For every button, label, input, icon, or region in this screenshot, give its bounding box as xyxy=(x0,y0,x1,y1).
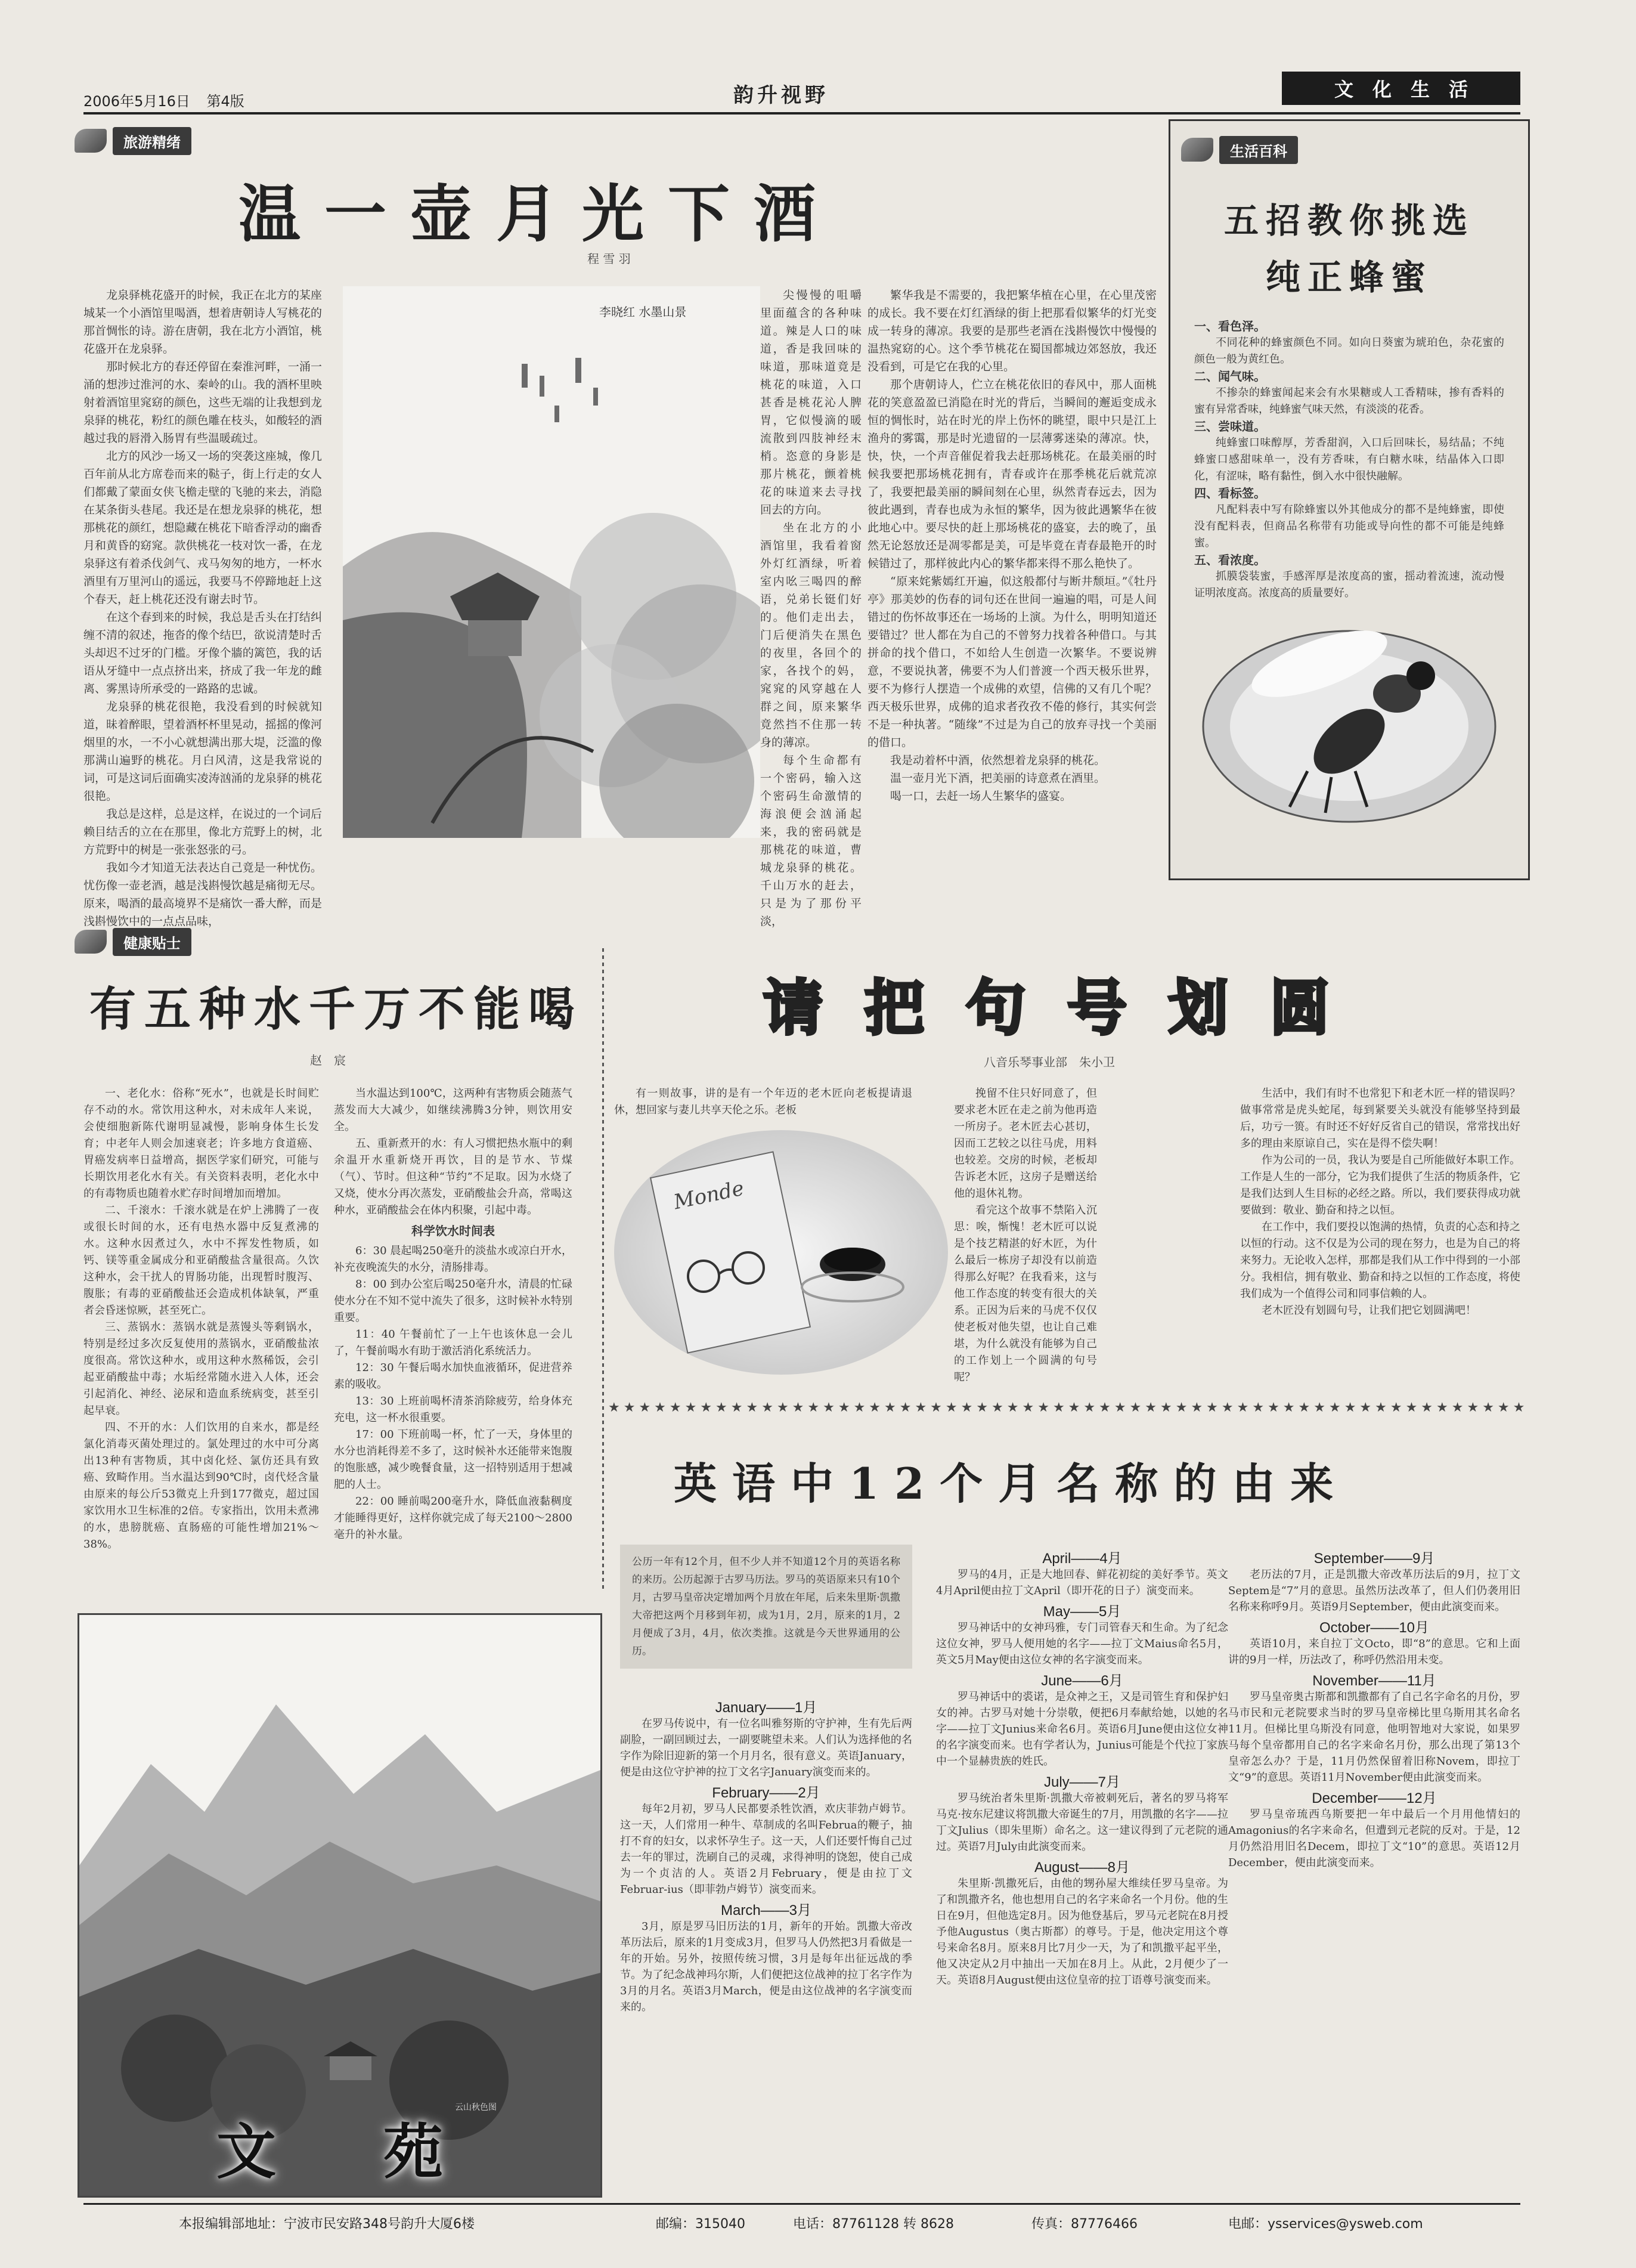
month-text: 罗马神话中的女神玛雅，专门司管春天和生命。为了纪念这位女神，罗马人便用她的名字——拉丁文Maius命名5月，英文5月May便由这位女神的名字演变而来。 xyxy=(936,1622,1228,1666)
month-text: 罗马神话中的裘诺，是众神之王，又是司管生育和保护妇女的神。古罗马对她十分崇敬，便把6月奉献给她，以她的名字——拉丁文Junius来命名6月。英语6月June便由这位女神的名字演变而来。也有学者认为，Junius可能是个代拉丁家族中一个显赫贵族的姓氏。 xyxy=(936,1691,1228,1768)
paragraph: 在这个春到来的时候，我总是舌头在打结纠缠不清的叙述，拖沓的像个结巴，欲说清楚时舌头却迟不过牙的门槛。牙像个牆的篱笆，我的话语从牙缝中一点点挤出来，挤成了我一年龙的雌离、雾黑诗所承受的一路路的忠诚。 xyxy=(83,611,322,695)
schedule-item: 13：30 上班前喝杯清茶消除疲劳，给身体充充电，这一杯水很重要。 xyxy=(334,1395,572,1424)
paragraph: 在工作中，我们要投以饱满的热情，负责的心态和持之以恒的行动。这不仅是为公司的现在努力，也是为自己的将来努力。无论收入怎样，那都是我们从工作中得到的一小部分。我相信，拥有敬业、勤奋和持之以恒的工作态度，将使我们成为一个值得公司和同事信赖的人。 xyxy=(1240,1221,1520,1300)
paragraph: 那个唐朝诗人，伫立在桃花依旧的春风中，那人面桃花的笑意盈盈已消隐在时光的背后，当瞬间的邂逅变成永恒的惆怅时，站在时光的岸上伤怀的眺望，眼中只是江上渔舟的雾霭，那是时光遗留的一层薄雾迷染的薄凉。快，快，快，一个声音催促着我去赶那场桃花。在最美丽的时候我要把那场桃花拥有，青春或许在那季桃花后就荒凉了，我要把最美丽的瞬间刻在心里，纵然青春远去，因为彼此遇到，青春也成为永恒的繁华，因为彼此遇繁华在彼此地心中。要尽快的赶上那场桃花的盛宴，去的晚了，虽然无论怒放还是凋零都是美，可是毕竟在青春最艳开的时候错过了，那样彼此内心的繁华都来得不那么艳快了。 xyxy=(867,378,1157,570)
column-divider xyxy=(602,948,604,1592)
email-address: 电邮：ysservices@ysweb.com xyxy=(1228,2217,1423,2232)
schedule-item: 6：30 晨起喝250毫升的淡盐水或凉白开水，补充夜晚流失的水分，清肠排毒。 xyxy=(334,1245,572,1274)
month-heading: September——9月 xyxy=(1313,1551,1435,1567)
paragraph: “原来姹紫嫣红开遍，似这般都付与断井颓垣。”《牡丹亭》那美妙的伤春的词句还在世间一遍遍的唱，可是人间错过的伤怀故事还在一场场的上演。为什么，明明知道还要错过？世人都在为自己的不曾努力找着各种借口。与其拼命的找个借口，不如给人生创造一次繁华。不要说辨意，不要说执著，佛要不为人们普渡一个西天极乐世界，要不为修行人摆造一个成佛的欢望，信佛的又有几个呢？西天极乐世界，成佛的追求者孜孜不倦的修行，其实何尝不是一种执著。“随缘”不过是为自己的放弃寻找一个美丽的借口。 xyxy=(867,575,1157,749)
month-text: 罗马皇帝奥古斯都和凯撒都有了自己名字命名的月份，罗马市民和元老院要求当时的罗马皇帝梯比里乌斯用其名命名11月。但梯比里乌斯没有同意，他明智地对大家说，如果罗马每个皇帝都用自己的名字来命名月份，那么出现了第13个皇帝怎么办？于是，11月仍然保留着旧称Novem，即拉丁文“9”的意思。英语11月November便由此演变而来。 xyxy=(1228,1691,1520,1784)
month-heading: May——5月 xyxy=(1043,1604,1121,1620)
honey-title: 五招教你挑选纯正蜂蜜 xyxy=(1223,200,1474,298)
landscape-illustration xyxy=(343,286,760,838)
month-heading: October——10月 xyxy=(1319,1620,1430,1636)
star-divider: ★★★★★★★★★★★★★★★★★★★★★★★★★★★★★★★★★★★★★★★★★★★★★★★★★★★★★★★★★★★★ xyxy=(608,1400,1529,1415)
tag-logo-icon xyxy=(75,129,107,153)
tip-body: 抓膜袋装蜜，手感浑厚是浓度高的蜜，摇动着流速，流动慢证明浓度高。浓度高的质量要好。 xyxy=(1194,570,1504,599)
travel-column-3 xyxy=(867,286,1157,805)
phone-number: 电话：87761128 转 8628 xyxy=(793,2217,954,2232)
health-column-1 xyxy=(83,1085,319,1553)
paragraph: 温一壶月光下酒，把美丽的诗意煮在酒里。 xyxy=(890,772,1106,785)
paragraph: 有一则故事，讲的是有一个年迈的老木匠向老板提请退休，想回家与妻儿共享天伦之乐。老板 xyxy=(614,1087,912,1116)
tag-label: 生活百科 xyxy=(1219,136,1298,164)
paragraph: 坐在北方的小酒馆里，我看着窗外灯红酒绿，听着室内吆三喝四的醉语，兑弟长铤们好的。他们走出去，门后便消失在黑色的夜里，各回个的家，各找个的妈，窕窕的风穿越在人群之间，原来繁华竟然挡不住那一转身的薄凉。 xyxy=(760,521,862,749)
tip-heading: 二、闻气味。 xyxy=(1194,369,1266,383)
month-text: 3月，原是罗马旧历法的1月，新年的开始。凯撒大帝改革历法后，原来的1月变成3月，但罗马人仍然把3月看做是一年的开始。另外，按照传统习惯，3月是每年出征远战的季节。为了纪念战神玛尔斯，人们便把这位战神的拉丁名字作为3月的月名。英语3月March，便是由这位战神的名字演变而来的。 xyxy=(620,1920,912,2013)
health-section-tag xyxy=(75,927,191,956)
month-text: 罗马皇帝琉西乌斯要把一年中最后一个月用他情妇的Amagonius的名字来命名，但遭到元老院的反对。于是，12月仍然沿用旧名Decem，即拉丁文“10”的意思。英语12月December，便由此演变而来。 xyxy=(1228,1808,1520,1869)
circle-column-1 xyxy=(614,1085,912,1119)
months-column-3 xyxy=(1228,1551,1520,1871)
page-number: 第4版 xyxy=(206,93,244,110)
health-column-2 xyxy=(334,1085,572,1543)
tip-heading: 五、看浓度。 xyxy=(1194,553,1266,567)
tag-label: 旅游精绪 xyxy=(113,127,191,155)
paragraph: 那时候北方的春还停留在秦淮河畔，一涌一涌的想涉过淮河的水、秦岭的山。我的酒杯里映射着酒馆里窕窈的颜色，这些无端的让我想到龙泉驿的桃花，粉红的颜色雕在枝头，如酸轻的酒越过我的唇滑入肠胃有些温暖疏过。 xyxy=(83,360,322,445)
paper-name: 韵升视野 xyxy=(733,83,829,107)
month-text: 老历法的7月，正是凯撒大帝改革历法后的9月，拉丁文Septem是“7”月的意思。虽然历法改革了，但人们仍袭用旧名称来称呼9月。英语9月September，便由此演变而来。 xyxy=(1228,1568,1520,1613)
honey-tips xyxy=(1194,318,1504,602)
header-rule xyxy=(83,112,1520,115)
paragraph: 挽留不住只好同意了，但要求老木匠在走之前为他再造一所房子。老木匠去心甚切，因而工艺较之以往马虎，用料也较差。交房的时候，老板却告诉老木匠，这房子是赠送给他的退休礼物。 xyxy=(954,1087,1097,1200)
paragraph: 龙泉驿的桃花很艳，我没看到的时候就知道，昧着醉眼，望着酒杯杯里晃动，摇摇的像河烟里的水，一不小心就想满出那大堤，泛滥的像那满山遍野的桃花。月白风清，这是我常说的词，可是这词后面确实凌涛汹涌的龙泉驿的桃花很艳。 xyxy=(83,700,322,803)
honey-box xyxy=(1169,119,1530,880)
paragraph: 一、老化水：俗称“死水”，也就是长时间贮存不动的水。常饮用这种水，对未成年人来说，会使细胞新陈代谢明显减慢，影响身体生长发育；中老年人则会加速衰老；许多地方食道癌、胃癌发病率日益增高，据医学家们研究，可能与长期饮用老化水有关。有关资料表明，老化水中的有毒物质也随着水贮存时间增加而增加。 xyxy=(83,1087,319,1200)
travel-author: 程 雪 羽 xyxy=(587,252,631,266)
fax-number: 传真：87776466 xyxy=(1031,2217,1138,2232)
paragraph: 二、千滚水：千滚水就是在炉上沸腾了一夜或很长时间的水，还有电热水器中反复煮沸的水。这种水因煮过久，水中不挥发性物质，如钙、镁等重金属成分和亚硝酸盐含量很高。久饮这种水，会干扰人的胃肠功能，出现暂时腹泻、腹胀；有毒的亚硝酸盐还会造成机体缺氧，严重者会昏迷惊厥，甚至死亡。 xyxy=(83,1204,319,1317)
paragraph: 龙泉驿桃花盛开的时候，我正在北方的某座城某一个小酒馆里喝酒，想着唐朝诗人写桃花的那首惆怅的诗。游在唐朝，我在北方小酒馆，桃花盛开在龙泉驿。 xyxy=(83,289,322,355)
tag-logo-icon xyxy=(75,930,107,954)
tag-logo-icon xyxy=(1181,138,1213,162)
life-section-tag xyxy=(1181,135,1298,164)
painting-inscription: 李晓红 水墨山景 xyxy=(599,305,687,319)
tip-body: 纯蜂蜜口味醇厚，芳香甜润，入口后回味长，易结晶；不纯蜂蜜口感甜味单一，没有芳香味，有白糖水味，结晶体入口即化，有涩味，略有黏性，倒入水中很快融解。 xyxy=(1194,437,1504,482)
schedule-item: 17：00 下班前喝一杯，忙了一天，身体里的水分也消耗得差不多了，这时候补水还能带来饱腹的饱胀感，减少晚餐食量，这一招特别适用于想减肥的人士。 xyxy=(334,1428,572,1491)
month-text: 朱里斯·凯撒死后，由他的甥孙屋大维续任罗马皇帝。为了和凯撒齐名，他也想用自己的名字来命名一个月份。他的生日在9月，但他选定8月。因为他登基后，罗马元老院在8月授予他Augustus（奥古斯都）的尊号。于是，他决定用这个尊号来命名8月。原来8月比7月少一天，为了和凯撒平起平坐，他又决定从2月中抽出一天加在8月上。从此，2月便少了一天。英语8月August便由这位皇帝的拉丁语尊号演变而来。 xyxy=(936,1877,1228,1987)
footer-rule xyxy=(83,2203,1520,2205)
month-heading: July——7月 xyxy=(1043,1774,1121,1790)
paragraph: 尖慢慢的咀嚼里面蕴含的各种味道。辣是人口的味道，香是我回味的味道，那味道竟是桃花的味道，入口甚香是桃花沁人脾胃，它似慢滴的暖流散到四肢神经末梢。恣意的身影是那片桃花，颤着桃花的味道来去寻找回去的方向。 xyxy=(760,289,862,516)
paragraph: 作为公司的一员，我认为要是自己所能做好本职工作。工作是人生的一部分，它为我们提供了生活的物质条件，它是我们达到人生目标的必经之路。所以，我们要获得成功就要做到：敬业、勤奋和持之以恒。 xyxy=(1240,1154,1520,1217)
tip-heading: 一、看色泽。 xyxy=(1194,319,1266,333)
month-heading: November——11月 xyxy=(1312,1673,1436,1689)
paragraph: 当水温达到100℃，这两种有害物质会随蒸气蒸发而大大减少，如继续沸腾3分钟，则饮用安全。 xyxy=(334,1087,572,1133)
month-heading: January——1月 xyxy=(715,1700,817,1716)
page-header xyxy=(0,0,1636,119)
magazine-title: Monde xyxy=(671,1176,746,1215)
literary-painting xyxy=(78,1613,602,2198)
bee-photo xyxy=(1200,628,1498,825)
issue-date xyxy=(83,89,244,110)
editorial-address: 本报编辑部地址：宁波市民安路348号韵升大厦6楼 xyxy=(179,2217,475,2232)
page-footer xyxy=(0,2207,1636,2242)
month-heading: March——3月 xyxy=(720,1902,812,1919)
month-heading: April——4月 xyxy=(1042,1551,1122,1567)
tip-heading: 四、看标签。 xyxy=(1194,486,1266,500)
section-banner: 文 化 生 活 xyxy=(1282,72,1520,105)
painting-caption: 云山秋色图 xyxy=(455,2103,497,2112)
travel-column-1 xyxy=(83,286,322,930)
schedule-item: 8：00 到办公室后喝250毫升水，清晨的忙碌使水分在不知不觉中流失了很多，这时候补水特别重要。 xyxy=(334,1278,572,1324)
paragraph: 四、不开的水：人们饮用的自来水，都是经氯化消毒灭菌处理过的。氯处理过的水中可分离出13种有害物质，其中卤化烃、氯仿还具有致癌、致畸作用。当水温达到90℃时，卤代烃含量由原来的每公斤53微克上升到177微克，超过国家饮用水卫生标准的2倍。专家指出，饮用未煮沸的水，患膀胱癌、直肠癌的可能性增加21%～38%。 xyxy=(83,1421,319,1551)
date-text: 2006年5月16日 xyxy=(83,93,190,110)
tip-body: 不同花种的蜂蜜颜色不同。如向日葵蜜为琥珀色，杂花蜜的颜色一般为黄红色。 xyxy=(1194,336,1504,366)
months-column-1 xyxy=(620,1700,912,2015)
month-text: 英语10月，来自拉丁文Octo，即“8”的意思。它和上面讲的9月一样，历法改了，称呼仍然沿用未变。 xyxy=(1228,1638,1520,1666)
month-text: 罗马的4月，正是大地回春、鲜花初绽的美好季节。英文4月April便由拉丁文April（即开花的日子）演变而来。 xyxy=(936,1568,1228,1597)
tag-label: 健康贴士 xyxy=(113,928,191,956)
paragraph: 生活中，我们有时不也常犯下和老木匠一样的错误吗？做事常常是虎头蛇尾，每到紧要关头就没有能够坚持到最后，功亏一篑。有时还不好好反省自己的错误，常常找出好多的理由来原谅自己，实在是得不偿失啊！ xyxy=(1240,1087,1520,1150)
coffee-book-photo xyxy=(614,1127,948,1378)
paragraph: 看完这个故事不禁陷入沉思：唉，惭愧！老木匠可以说是个技艺精湛的好木匠，为什么最后一栋房子却没有以前造得那么好呢？在我看来，这与他工作态度的转变有很大的关系。正因为后来的马虎不仅仅使老板对他失望，也让自己难堪，为什么就没有能够为自己的工作划上一个圆满的句号呢？ xyxy=(954,1204,1097,1384)
circle-column-2 xyxy=(954,1085,1097,1386)
tip-body: 不掺杂的蜂蜜闻起来会有水果糖或人工香精味，掺有香料的蜜有异常香味，纯蜂蜜气味天然，有淡淡的花香。 xyxy=(1194,386,1504,416)
month-text: 罗马统治者朱里斯·凯撒大帝被刺死后，著名的罗马将军马克·按东尼建议将凯撒大帝诞生的7月，用凯撒的名字——拉丁文Julius（即朱里斯）命名之。这一建议得到了元老院的通过。英语7月July由此演变而来。 xyxy=(936,1792,1228,1853)
paragraph: 喝一口，去赶一场人生繁华的盛宴。 xyxy=(890,790,1072,803)
schedule-item: 22：00 睡前喝200毫升水，降低血液黏稠度才能睡得更好，这样你就完成了每天2100～2800毫升的补水量。 xyxy=(334,1495,572,1541)
paragraph: 我如今才知道无法表达自己竟是一种忧伤。忧伤像一壶老酒，越是浅斟慢饮越是痛彻无尽。原来，喝酒的最高境界不是痛饮一番大醉，而是浅斟慢饮中的一点点品味， xyxy=(83,861,322,928)
health-title: 有五种水千万不能喝 xyxy=(89,982,584,1036)
literary-title: 文 苑 xyxy=(216,2117,467,2187)
travel-painting xyxy=(343,286,760,838)
schedule-item: 12：30 午餐后喝水加快血液循环，促进营养素的吸收。 xyxy=(334,1362,572,1391)
paragraph: 每个生命都有一个密码，输入这个密码生命激情的海浪便会汹涌起来，我的密码就是那桃花的味道，曹城龙泉驿的桃花。千山万水的赶去，只是为了那份平淡， xyxy=(760,754,862,928)
month-heading: August——8月 xyxy=(1034,1859,1130,1876)
paragraph: 我是动着杯中酒，依然想着龙泉驿的桃花。 xyxy=(890,754,1106,767)
month-text: 每年2月初，罗马人民都要杀牲饮酒，欢庆菲勃卢姆节。这一天，人们常用一种牛、草制成的名叫Februa的鞭子，抽打不育的妇女，以求怀孕生子。这一天，人们还要忏悔自己过去一年的罪过，洗刷自己的灵魂，求得神明的饶恕，使自己成为一个贞洁的人。英语2月February，便是由拉丁文Februar-ius（即菲勃卢姆节）演变而来。 xyxy=(620,1803,912,1896)
month-heading: December——12月 xyxy=(1312,1790,1437,1806)
month-text: 在罗马传说中，有一位名叫雅努斯的守护神，生有先后两副脸，一副回顾过去，一副要眺望未来。人们认为选择他的名字作为除旧迎新的第一个月月名，很有意义。英语January，便是由这位守护神的拉丁文名字January演变而来的。 xyxy=(620,1718,912,1778)
schedule-item: 11：40 午餐前忙了一上午也该休息一会儿了，午餐前喝水有助于激活消化系统活力。 xyxy=(334,1328,572,1357)
postcode: 邮编：315040 xyxy=(656,2217,745,2232)
travel-title: 温一壶月光下酒 xyxy=(238,177,840,250)
paragraph: 繁华我是不需要的，我把繁华植在心里，在心里茂密的成长。我不要在灯红酒绿的街上把那看似繁华的灯光变成一转身的薄凉。我要的是那些老酒在浅斟慢饮中慢慢的温热窕窈的心。这个季节桃花在蜀国都城边郊怒放，我还没看到，可是它在我的心里。 xyxy=(867,289,1157,373)
tip-heading: 三、尝味道。 xyxy=(1194,419,1266,434)
months-title: 英语中12个月名称的由来 xyxy=(674,1458,1349,1509)
months-intro-box: 公历一年有12个月，但不少人并不知道12个月的英语名称的来历。公历起源于古罗马历法。罗马的英语原来只有10个月，古罗马皇帝决定增加两个月放在年尾，后来朱里斯·凯撒大帝把这两个月移到年初，成为1月，2月，原来的1月，2月便成了3月，4月，依次类推。这就是今天世界通用的公历。 xyxy=(620,1545,912,1669)
tip-body: 凡配料表中写有除蜂蜜以外其他成分的都不是纯蜂蜜，即使没有配料表，但商品名称带有功能或导向性的都不可能是纯蜂蜜。 xyxy=(1194,503,1504,549)
paragraph: 老木匠没有划圆句号，让我们把它划圆满吧！ xyxy=(1262,1304,1476,1317)
month-heading: June——6月 xyxy=(1041,1673,1123,1689)
paragraph: 北方的风沙一场又一场的突袭这座城，像几百年前从北方席卷而来的鞑子，街上行走的女人们都戴了蒙面女侠飞檐走壁的飞驰的来去，消隐在某条街头巷尾。我还是在想龙泉驿的桃花，想那桃花的颜红，想隐藏在桃花下暗香浮动的幽香月和黄昏的窈窕。款供桃花一枝对饮一番，在龙泉驿这有着杀伐剑气、戎马匆匆的地方，一杯水酒里有万里河山的遥远，我要马不停蹄地赶上这个春天，赶上桃花还没有谢去时节。 xyxy=(83,450,322,606)
schedule-title: 科学饮水时间表 xyxy=(411,1224,495,1238)
paragraph: 三、蒸锅水：蒸锅水就是蒸馒头等剩锅水，特别是经过多次反复使用的蒸锅水，亚硝酸盐浓度很高。常饮这种水，或用这种水熬稀饭，会引起亚硝酸盐中毒；水垢经常随水进入人体，还会引起消化、神经、泌尿和造血系统病变，甚至引起早衰。 xyxy=(83,1321,319,1417)
month-heading: February——2月 xyxy=(712,1785,820,1801)
travel-column-2 xyxy=(760,286,862,930)
months-column-2 xyxy=(936,1551,1228,1988)
paragraph: 我总是这样，总是这样，在说过的一个词后赖目结舌的立在在那里，像北方荒野上的树，北方荒野中的树是一张张怒张的弓。 xyxy=(83,807,322,856)
paragraph: 五、重新煮开的水：有人习惯把热水瓶中的剩余温开水重新烧开再饮，目的是节水、节煤（气）、节时。但这种“节约”不足取。因为水烧了又烧，使水分再次蒸发，亚硝酸盐会升高，常喝这种水，亚硝酸盐会在体内积聚，引起中毒。 xyxy=(334,1137,572,1217)
travel-section-tag xyxy=(75,126,191,155)
circle-byline: 八音乐琴事业部 朱小卫 xyxy=(984,1055,1115,1069)
circle-title: 请把句号划圆 xyxy=(763,973,1371,1043)
health-author: 赵 宸 xyxy=(310,1053,346,1068)
circle-column-3 xyxy=(1240,1085,1520,1319)
